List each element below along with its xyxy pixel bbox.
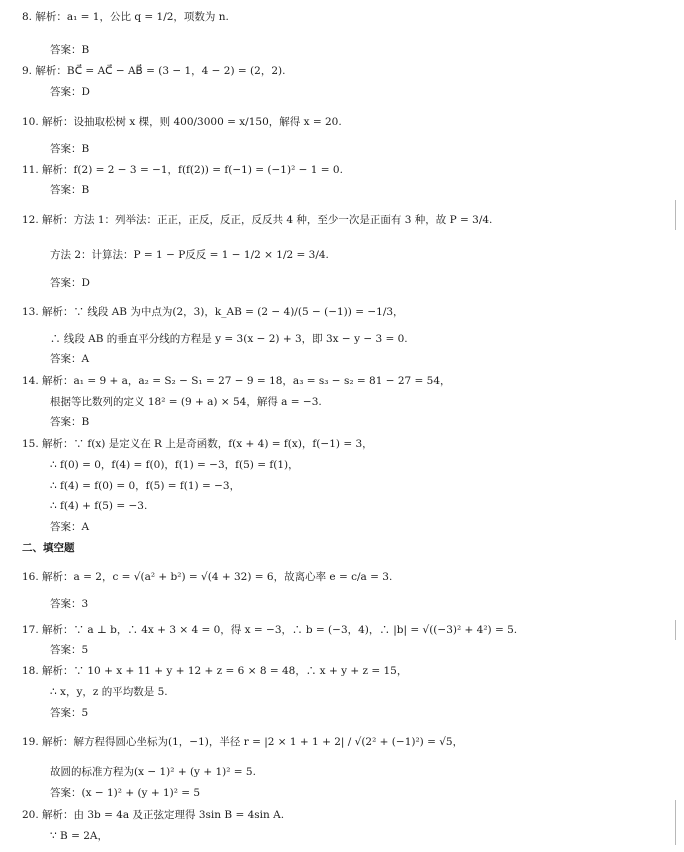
- margin-mark: [675, 800, 676, 845]
- answer-line: 答案：B: [50, 143, 90, 155]
- margin-mark: [675, 200, 676, 230]
- answer-line: 答案：D: [50, 277, 90, 289]
- answer-line: 答案：B: [50, 184, 90, 196]
- answer-line: 答案：D: [50, 86, 90, 98]
- text-line: 15. 解析：∵ f(x) 是定义在 R 上是奇函数，f(x + 4) = f(x)，f(−1) = 3，: [22, 438, 373, 450]
- answer-line: 答案：A: [50, 521, 90, 533]
- text-line: 17. 解析：∵ a ⊥ b，∴ 4x + 3 × 4 = 0，得 x = −3，∴ b = (−3，4)，∴ |b| = √((−3)² + 4²) = 5.: [22, 624, 518, 636]
- margin-mark: [675, 620, 676, 640]
- text-line: 19. 解析：解方程得圆心坐标为(1，−1)，半径 r = |2 × 1 + 1 + 2| / √(2² + (−1)²) = √5，: [22, 736, 464, 748]
- text-line: 20. 解析：由 3b = 4a 及正弦定理得 3sin B = 4sin A.: [22, 809, 285, 821]
- answer-line: 答案：5: [50, 707, 89, 719]
- text-line: 9. 解析：BC⃗ = AC⃗ − AB⃗ = (3 − 1，4 − 2) = (2，2).: [22, 65, 286, 77]
- answer-line: 答案：B: [50, 44, 90, 56]
- section-heading: 二、填空题: [22, 542, 75, 554]
- text-line: 10. 解析：设抽取松树 x 棵，则 400/3000 = x/150，解得 x = 20.: [22, 116, 342, 128]
- text-line: 8. 解析：a₁ = 1，公比 q = 1/2，项数为 n.: [22, 11, 229, 23]
- text-line: ∴ f(4) + f(5) = −3.: [50, 500, 148, 512]
- text-line: 18. 解析：∵ 10 + x + 11 + y + 12 + z = 6 × 8 = 48，∴ x + y + z = 15，: [22, 665, 408, 677]
- text-line: 16. 解析：a = 2，c = √(a² + b²) = √(4 + 32) = 6，故离心率 e = c/a = 3.: [22, 571, 393, 583]
- text-line: 13. 解析：∵ 线段 AB 为中点为(2，3)，k_AB = (2 − 4)/(5 − (−1)) = −1/3，: [22, 306, 404, 318]
- text-line: ∵ B = 2A，: [50, 830, 108, 842]
- answer-line: 答案：(x − 1)² + (y + 1)² = 5: [50, 787, 201, 799]
- answer-line: 答案：B: [50, 416, 90, 428]
- text-line: 12. 解析：方法 1：列举法：正正，正反，反正，反反共 4 种，至少一次是正面有 3 种，故 P = 3/4.: [22, 214, 493, 226]
- text-line: ∴ f(0) = 0，f(4) = f(0)，f(1) = −3，f(5) = f(1)，: [50, 459, 299, 471]
- text-line: 根据等比数列的定义 18² = (9 + a) × 54，解得 a = −3.: [50, 396, 322, 408]
- answer-line: 答案：5: [50, 644, 89, 656]
- text-line: 故圆的标准方程为(x − 1)² + (y + 1)² = 5.: [50, 766, 256, 778]
- answer-line: 答案：3: [50, 598, 89, 610]
- text-line: ∴ f(4) = f(0) = 0，f(5) = f(1) = −3，: [50, 480, 241, 492]
- answer-line: 答案：A: [50, 353, 90, 365]
- text-line: ∴ 线段 AB 的垂直平分线的方程是 y = 3(x − 2) + 3，即 3x − y − 3 = 0.: [50, 333, 408, 345]
- text-line: 11. 解析：f(2) = 2 − 3 = −1，f(f(2)) = f(−1) = (−1)² − 1 = 0.: [22, 164, 343, 176]
- text-line: 方法 2：计算法：P = 1 − P反反 = 1 − 1/2 × 1/2 = 3/4.: [50, 249, 329, 261]
- text-line: 14. 解析：a₁ = 9 + a，a₂ = S₂ − S₁ = 27 − 9 = 18，a₃ = s₃ − s₂ = 81 − 27 = 54，: [22, 375, 451, 387]
- text-line: ∴ x，y，z 的平均数是 5.: [50, 686, 168, 698]
